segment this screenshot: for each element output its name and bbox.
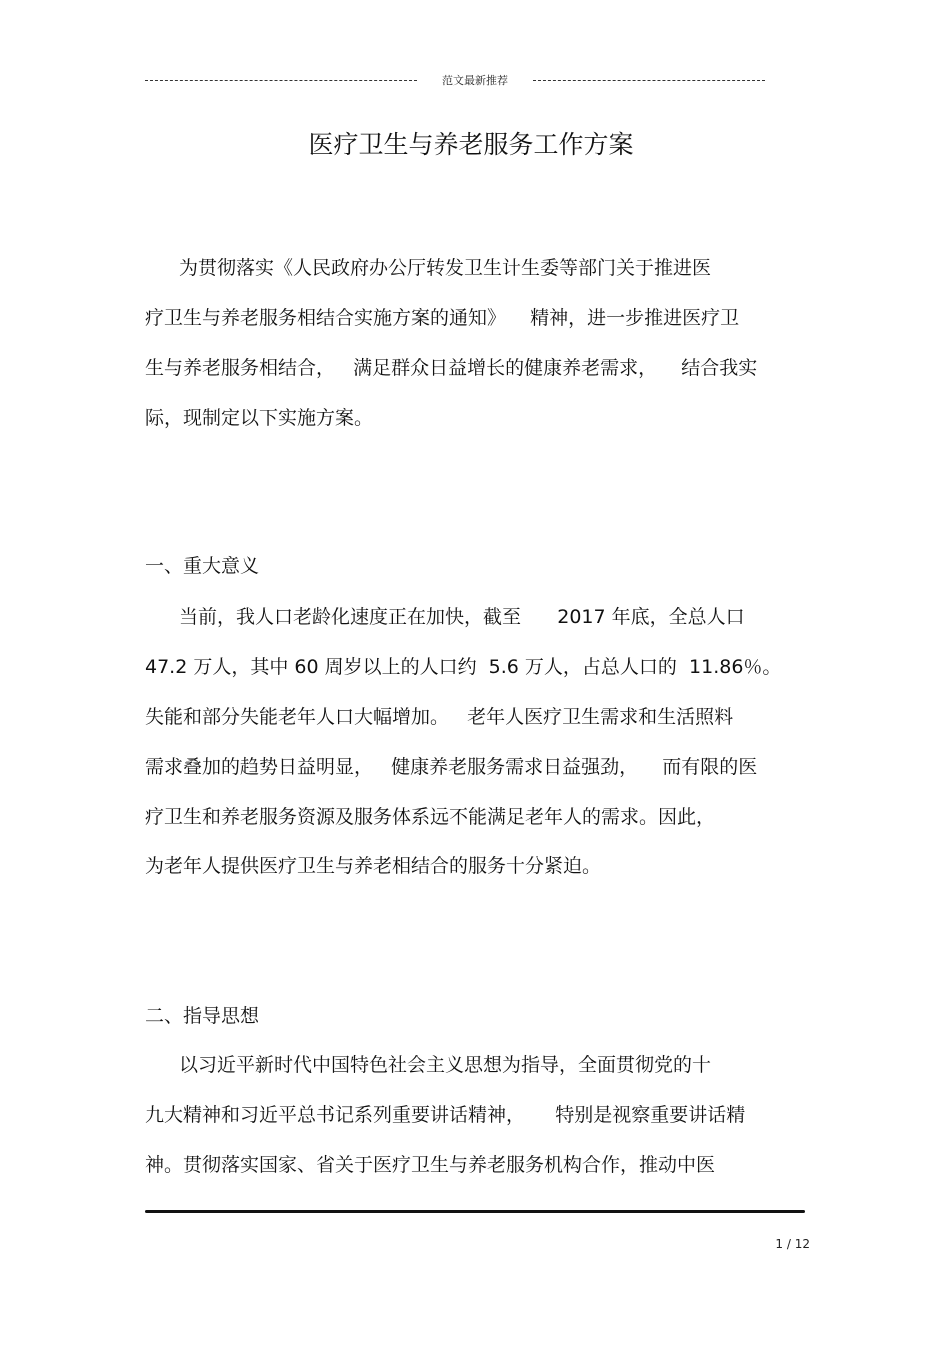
page-number: 1 / 12 xyxy=(775,1237,810,1251)
header-dashed-line-left xyxy=(145,80,417,81)
paragraph-line: 需求叠加的趋势日益明显， 健康养老服务需求日益强劲， 而有限的医 xyxy=(145,756,758,778)
paragraph-line: 为贯彻落实《人民政府办公厅转发卫生计生委等部门关于推进医 xyxy=(179,257,712,279)
document-title: 医疗卫生与养老服务工作方案 xyxy=(308,130,634,159)
paragraph-line: 当前，我人口老龄化速度正在加快，截至 2017 年底，全总人口 xyxy=(179,606,745,628)
paragraph-line: 以习近平新时代中国特色社会主义思想为指导，全面贯彻党的十 xyxy=(179,1054,712,1076)
footer-rule xyxy=(145,1210,805,1213)
paragraph-line: 生与养老服务相结合， 满足群众日益增长的健康养老需求， 结合我实 xyxy=(145,357,758,379)
section-heading: 一、重大意义 xyxy=(145,555,260,577)
paragraph-line: 疗卫生与养老服务相结合实施方案的通知》 精神，进一步推进医疗卫 xyxy=(145,307,740,329)
header-dashed-line-right xyxy=(533,80,765,81)
paragraph-line: 疗卫生和养老服务资源及服务体系远不能满足老年人的需求。因此， xyxy=(145,806,716,828)
paragraph-line: 失能和部分失能老年人口大幅增加。 老年人医疗卫生需求和生活照料 xyxy=(145,706,734,728)
paragraph-line: 为老年人提供医疗卫生与养老相结合的服务十分紧迫。 xyxy=(145,855,602,877)
paragraph-line: 九大精神和习近平总书记系列重要讲话精神， 特别是视察重要讲话精 xyxy=(145,1104,746,1126)
page-header xyxy=(145,72,765,92)
header-label: 范文最新推荐 xyxy=(442,74,508,87)
paragraph-line: 神。贯彻落实国家、省关于医疗卫生与养老服务机构合作，推动中医 xyxy=(145,1154,716,1176)
paragraph-line: 际，现制定以下实施方案。 xyxy=(145,407,374,429)
section-heading: 二、指导思想 xyxy=(145,1005,260,1027)
paragraph-line: 47.2 万人，其中 60 周岁以上的人口约 5.6 万人，占总人口的 11.86％。 xyxy=(145,656,782,678)
